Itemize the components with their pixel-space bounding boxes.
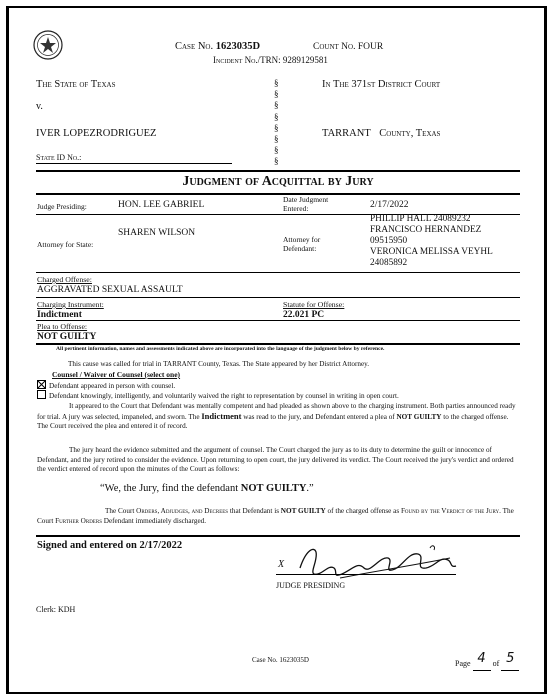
plea-label: Plea to Offense: bbox=[37, 322, 88, 331]
footer-case-no: Case No. 1623035D bbox=[252, 656, 309, 664]
attorney-defendant-list: PHILLIP HALL 24089232 FRANCISCO HERNANDEZ 09515950 VERONICA MELISSA VEYHL 24085892 bbox=[370, 214, 493, 268]
instrument-label: Charging Instrument: bbox=[37, 300, 104, 309]
attorney-state: SHAREN WILSON bbox=[118, 228, 196, 238]
info-rule-4 bbox=[36, 320, 520, 321]
title-rule-bottom bbox=[36, 193, 520, 195]
checked-checkbox-icon[interactable] bbox=[37, 380, 46, 389]
page-counter: Page 4 of 5 bbox=[455, 655, 519, 671]
order-paragraph: The Court Orders, Adjudges, and Decrees that Defendant is NOT GUILTY of the charged offense as Found by the Verdict of the Jury. The Court Further Orders Defendant immediately discharged. bbox=[37, 507, 514, 525]
count-value: FOUR bbox=[357, 42, 384, 52]
state-id-label: State ID No.: bbox=[36, 153, 82, 162]
signature-rule-top bbox=[36, 535, 520, 537]
section-column: § § § § § § § § bbox=[274, 78, 279, 167]
page-total: 5 bbox=[506, 651, 515, 666]
judgment-date: 2/17/2022 bbox=[370, 200, 409, 210]
bottom-border bbox=[6, 692, 547, 694]
statute-label: Statute for Offense: bbox=[283, 300, 345, 309]
county-line: TARRANT County, Texas bbox=[322, 128, 441, 139]
signature-x: X bbox=[278, 559, 285, 570]
verdict-paragraph: The jury heard the evidence submitted and the argument of counsel. The Court charged the jury as to its duty to determine the guilt or innocence of Defendant, and the jury retired to consider the evidence. Upon returning to open court, the jury delivered its verdict. The Court received the jury's verdict and ordered the verdict entered of record upon the minutes of the Court as follows: bbox=[37, 446, 514, 474]
competence-paragraph: It appeared to the Court that Defendant was mentally competent and had pleaded as shown above to the charging instrument. Both parties announced ready for trial. A jury was selected, impaneled, and sworn. The Indictment was read to the jury, and Defendant entered a plea of NOT GUILTY to the charged offense. The Court received the plea and entered it of record. bbox=[37, 402, 516, 431]
judge-label: Judge Presiding: bbox=[37, 202, 87, 211]
verdict-statement: “We, the Jury, find the defendant NOT GUILTY.” bbox=[100, 483, 314, 494]
incident-value: 9289129581 bbox=[282, 55, 328, 65]
document-title: Judgment of Acquittal by Jury bbox=[182, 174, 374, 189]
county-name: TARRANT bbox=[322, 128, 371, 139]
county-seal-icon bbox=[33, 30, 63, 60]
judge-presiding-label: JUDGE PRESIDING bbox=[276, 581, 346, 590]
attorney-defendant-label: Attorney for Defendant: bbox=[283, 235, 321, 253]
top-border bbox=[6, 6, 547, 8]
empty-checkbox-icon[interactable] bbox=[37, 390, 46, 399]
judge-name: HON. LEE GABRIEL bbox=[118, 200, 205, 210]
statute-value: 22.021 PC bbox=[283, 310, 325, 320]
page-number: 4 bbox=[477, 651, 486, 666]
case-no: 1623035D bbox=[215, 41, 261, 52]
defendant-name: IVER LOPEZRODRIGUEZ bbox=[36, 128, 157, 139]
attorney-state-label: Attorney for State: bbox=[37, 240, 94, 249]
title-rule-top bbox=[36, 170, 520, 172]
versus: v. bbox=[36, 101, 43, 112]
counsel-option-2: Defendant knowingly, intelligently, and voluntarily waived the right to representation by counsel in writing in open court. bbox=[37, 390, 399, 400]
state-party: The State of Texas bbox=[36, 79, 116, 90]
count-label: Count No. bbox=[313, 42, 356, 52]
info-rule-5 bbox=[36, 343, 520, 345]
incorporation-note: All pertinent information, names and assessments indicated above are incorporated into the language of the judgment below by reference. bbox=[56, 346, 385, 352]
counsel-heading: Counsel / Waiver of Counsel (select one) bbox=[52, 370, 181, 379]
counsel-option-1: Defendant appeared in person with counsel. bbox=[37, 380, 175, 390]
signature-line bbox=[276, 574, 456, 575]
info-rule-2 bbox=[36, 272, 520, 273]
state-id-line bbox=[36, 163, 232, 164]
case-no-label: Case No. bbox=[175, 41, 214, 52]
date-label: Date Judgment Entered: bbox=[283, 195, 329, 213]
info-rule-3 bbox=[36, 297, 520, 298]
signed-entered: Signed and entered on 2/17/2022 bbox=[37, 540, 183, 551]
right-border bbox=[544, 6, 547, 694]
called-text: This cause was called for trial in TARRANT County, Texas. The State appeared by her District Attorney. bbox=[68, 360, 370, 368]
plea-value: NOT GUILTY bbox=[37, 332, 97, 342]
left-border bbox=[6, 6, 9, 694]
clerk-initials: Clerk: KDH bbox=[36, 605, 76, 614]
offense-value: AGGRAVATED SEXUAL ASSAULT bbox=[37, 285, 183, 295]
offense-label: Charged Offense: bbox=[37, 275, 92, 284]
court-line: In The 371st District Court bbox=[322, 79, 441, 90]
instrument-value: Indictment bbox=[37, 310, 82, 320]
incident-label: Incident No./TRN: bbox=[213, 55, 281, 65]
